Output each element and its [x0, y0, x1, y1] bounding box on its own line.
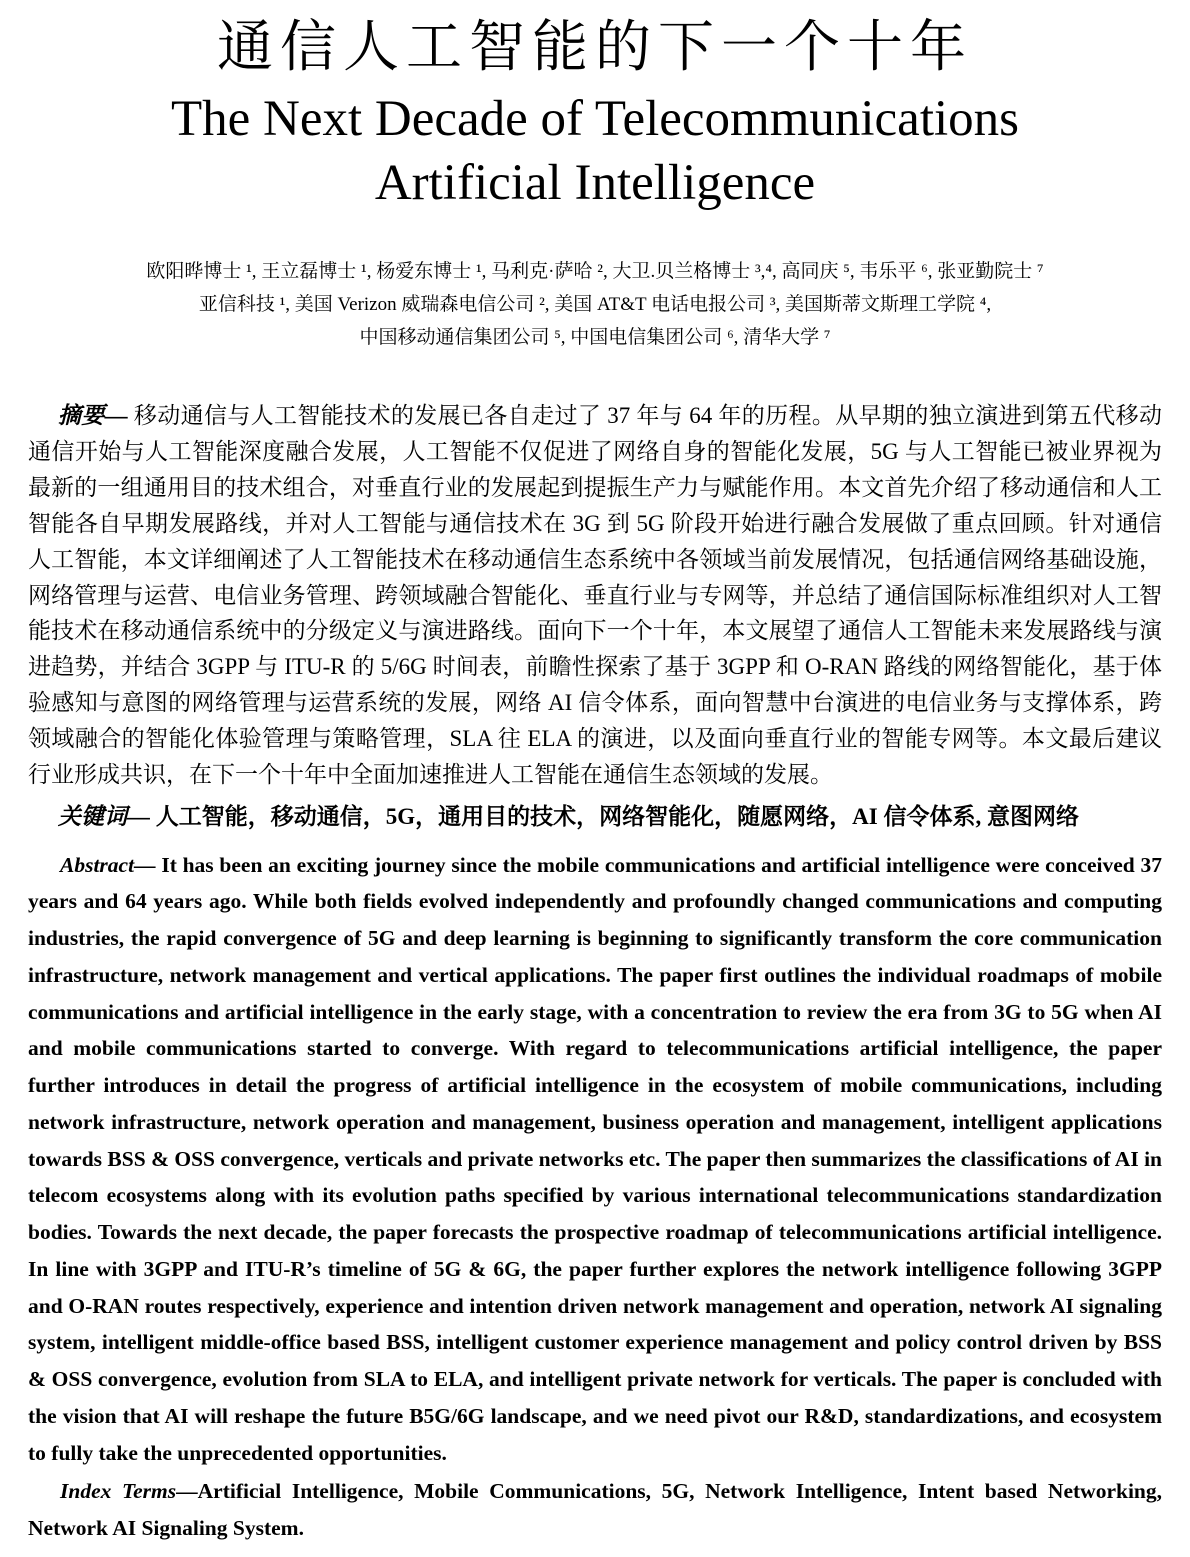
page-title-english	[28, 87, 1162, 216]
keywords-chinese-paragraph	[28, 799, 1162, 835]
keywords-chinese-text: 人工智能，移动通信，5G，通用目的技术，网络智能化，随愿网络，AI 信令体系, 意图网络	[150, 803, 1079, 829]
index-terms-paragraph	[28, 1473, 1162, 1547]
index-terms-text: —Artificial Intelligence, Mobile Communications, 5G, Network Intelligence, Intent based Networking, Network AI Signaling System.	[28, 1479, 1162, 1541]
authors-line: 欧阳晔博士 ¹, 王立磊博士 ¹, 杨爱东博士 ¹, 马利克·萨哈 ², 大卫.贝兰格博士 ³,⁴, 高同庆 ⁵, 韦乐平 ⁶, 张亚勤院士 ⁷	[146, 261, 1044, 283]
page-title-chinese: 通信人工智能的下一个十年	[217, 17, 973, 79]
keywords-chinese-label: 关键词—	[58, 803, 150, 829]
abstract-chinese-text: 移动通信与人工智能技术的发展已各自走过了 37 年与 64 年的历程。从早期的独立演进到第五代移动通信开始与人工智能深度融合发展，人工智能不仅促进了网络自身的智能化发展，5G 与人工智能已被业界视为最新的一组通用目的技术组合，对垂直行业的发展起到提振生产力与赋能作用。本文首先介绍了移动通信和人工智能各自早期发展路线，并对人工智能与通信技术在 3G 到 5G 阶段开始进行融合发展做了重点回顾。针对通信人工智能，本文详细阐述了人工智能技术在移动通信生态系统中各领域当前发展情况，包括通信网络基础设施，网络管理与运营、电信业务管理、跨领域融合智能化、垂直行业与专网等，并总结了通信国际标准组织对人工智能技术在移动通信系统中的分级定义与演进路线。面向下一个十年，本文展望了通信人工智能未来发展路线与演进趋势，并结合 3GPP 与 ITU-R 的 5/6G 时间表，前瞻性探索了基于 3GPP 和 O-RAN 路线的网络智能化，基于体验感知与意图的网络管理与运营系统的发展，网络 AI 信令体系，面向智慧中台演进的电信业务与支撑体系，跨领域融合的智能化体验管理与策略管理，SLA 往 ELA 的演进，以及面向垂直行业的智能专网等。本文最后建议行业形成共识，在下一个十年中全面加速推进人工智能在通信生态领域的发展。	[28, 403, 1163, 787]
abstract-chinese-label: 摘要—	[58, 403, 128, 429]
abstract-chinese-paragraph	[28, 398, 1162, 793]
abstract-english-text: It has been an exciting journey since the mobile communications and artificial intelligence were conceived 37 years and 64 years ago. While both fields evolved independently and profoundly changed communications and computing industries, the rapid convergence of 5G and deep learning is beginning to significantly transform the core communication infrastructure, network management and vertical applications. The paper first outlines the individual roadmaps of mobile communications and artificial intelligence in the early stage, with a concentration to review the era from 3G to 5G when AI and mobile communications started to converge. With regard to telecommunications artificial intelligence, the paper further introduces in detail the progress of artificial intelligence in the ecosystem of mobile communications, including network infrastructure, network operation and management, business operation and management, intelligent applications towards BSS & OSS convergence, verticals and private networks etc. The paper then summarizes the classifications of AI in telecom ecosystems along with its evolution paths specified by various international telecommunications standardization bodies. Towards the next decade, the paper forecasts the prospective roadmap of telecommunications artificial intelligence. In line with 3GPP and ITU-R’s timeline of 5G & 6G, the paper further explores the network intelligence following 3GPP and O-RAN routes respectively, experience and intention driven network management and operation, network AI signaling system, intelligent middle-office based BSS, intelligent customer experience management and policy control driven by BSS & OSS convergence, evolution from SLA to ELA, and intelligent private network for verticals. The paper is concluded with the vision that AI will reshape the future B5G/6G landscape, and we need pivot our R&D, standardizations, and ecosystem to fully take the unprecedented opportunities.	[28, 852, 1162, 1465]
page-title-english-line1: The Next Decade of Telecommunications	[171, 90, 1019, 147]
abstract-english-paragraph	[28, 847, 1162, 1472]
page-title-english-line2: Artificial Intelligence	[374, 155, 816, 212]
affiliation-line-1: 亚信科技 ¹, 美国 Verizon 威瑞森电信公司 ², 美国 AT&T 电话电报公司 ³, 美国斯蒂文斯理工学院 ⁴,	[198, 293, 992, 315]
affiliation-line-2: 中国移动通信集团公司 ⁵, 中国电信集团公司 ⁶, 清华大学 ⁷	[359, 326, 831, 348]
abstract-english-label: Abstract—	[60, 852, 156, 877]
index-terms-label: Index Terms	[60, 1479, 177, 1504]
